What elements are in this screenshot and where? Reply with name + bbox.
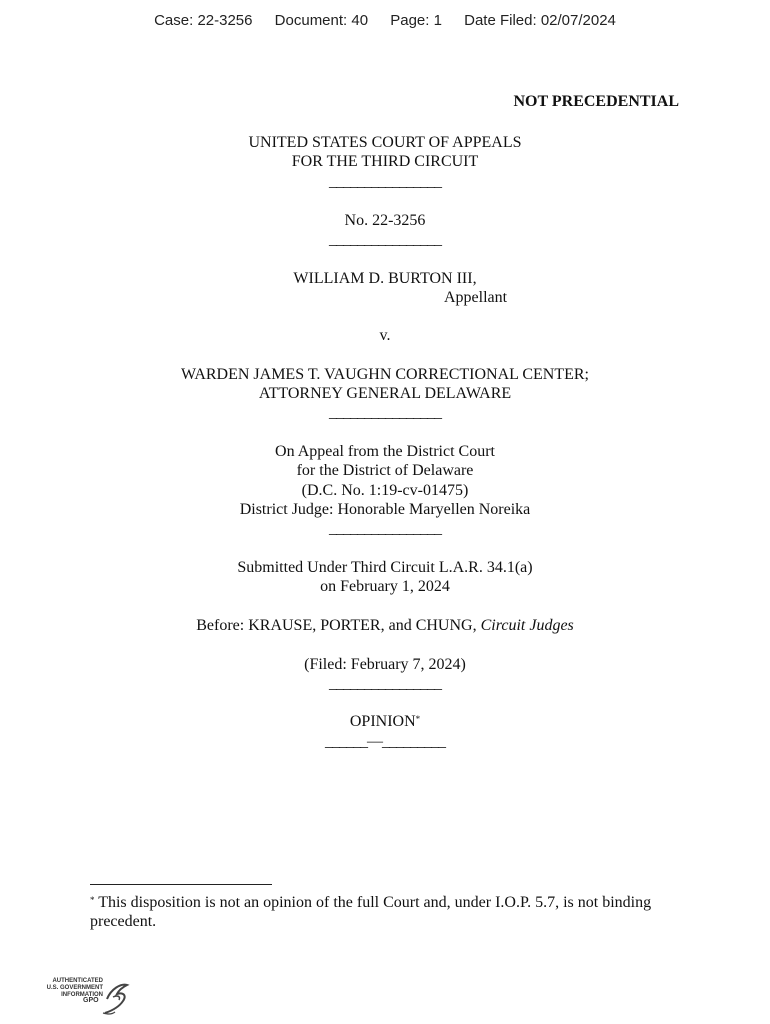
case-number-header: Case: 22-3256: [154, 12, 253, 29]
separator-rule: ________________: [329, 231, 441, 248]
appellant-label: Appellant: [444, 289, 508, 306]
footnote: [90, 893, 690, 931]
appeal-line1: On Appeal from the District Court: [275, 443, 495, 460]
appeal-line2: for the District of Delaware: [296, 462, 474, 479]
case-number: No. 22-3256: [344, 212, 426, 229]
filing-header: [0, 12, 770, 29]
opinion-footnote-mark: *: [415, 714, 421, 724]
appellees-line1: WARDEN JAMES T. VAUGHN CORRECTIONAL CENTER;: [180, 366, 589, 383]
page-number-header: Page: 1: [390, 12, 442, 29]
appeal-line3: (D.C. No. 1:19-cv-01475): [301, 482, 469, 499]
opinion-rule: ______—_________: [325, 733, 445, 750]
gpo-seal-line2: U.S. GOVERNMENT: [46, 985, 103, 991]
separator-rule: ________________: [329, 404, 441, 421]
submitted-line2: on February 1, 2024: [320, 578, 450, 595]
separator-rule: ________________: [329, 173, 441, 190]
opinion-title: OPINION: [349, 713, 416, 730]
gpo-seal-line3: INFORMATION: [61, 992, 103, 998]
versus: v.: [379, 327, 391, 344]
panel-prefix: Before: KRAUSE, PORTER, and CHUNG,: [196, 617, 481, 634]
court-name-line2: FOR THE THIRD CIRCUIT: [291, 153, 479, 170]
not-precedential-label: NOT PRECEDENTIAL: [513, 93, 679, 110]
district-judge: District Judge: Honorable Maryellen Noreika: [239, 501, 531, 518]
panel-judges: [0, 616, 770, 635]
filed-date: (Filed: February 7, 2024): [304, 656, 466, 673]
gpo-seal-mark: GPO: [83, 997, 99, 1004]
footnote-text: This disposition is not an opinion of the full Court and, under I.O.P. 5.7, is not binding precedent.: [90, 894, 652, 930]
separator-rule: ________________: [329, 520, 441, 537]
gpo-seal-line1: AUTHENTICATED: [52, 978, 103, 984]
panel-title: Circuit Judges: [480, 617, 574, 634]
footnote-mark: *: [90, 895, 95, 905]
gpo-authentication-seal: [45, 975, 135, 1019]
appellant-name: WILLIAM D. BURTON III,: [293, 270, 477, 287]
submitted-line1: Submitted Under Third Circuit L.A.R. 34.1(a): [237, 559, 533, 576]
court-name-line1: UNITED STATES COURT OF APPEALS: [248, 134, 522, 151]
date-filed-header: Date Filed: 02/07/2024: [464, 12, 616, 29]
separator-rule: ________________: [329, 675, 441, 692]
document-number-header: Document: 40: [274, 12, 369, 29]
opinion-heading: [0, 712, 770, 731]
footnote-divider: [90, 884, 272, 885]
appellees-line2: ATTORNEY GENERAL DELAWARE: [258, 385, 512, 402]
